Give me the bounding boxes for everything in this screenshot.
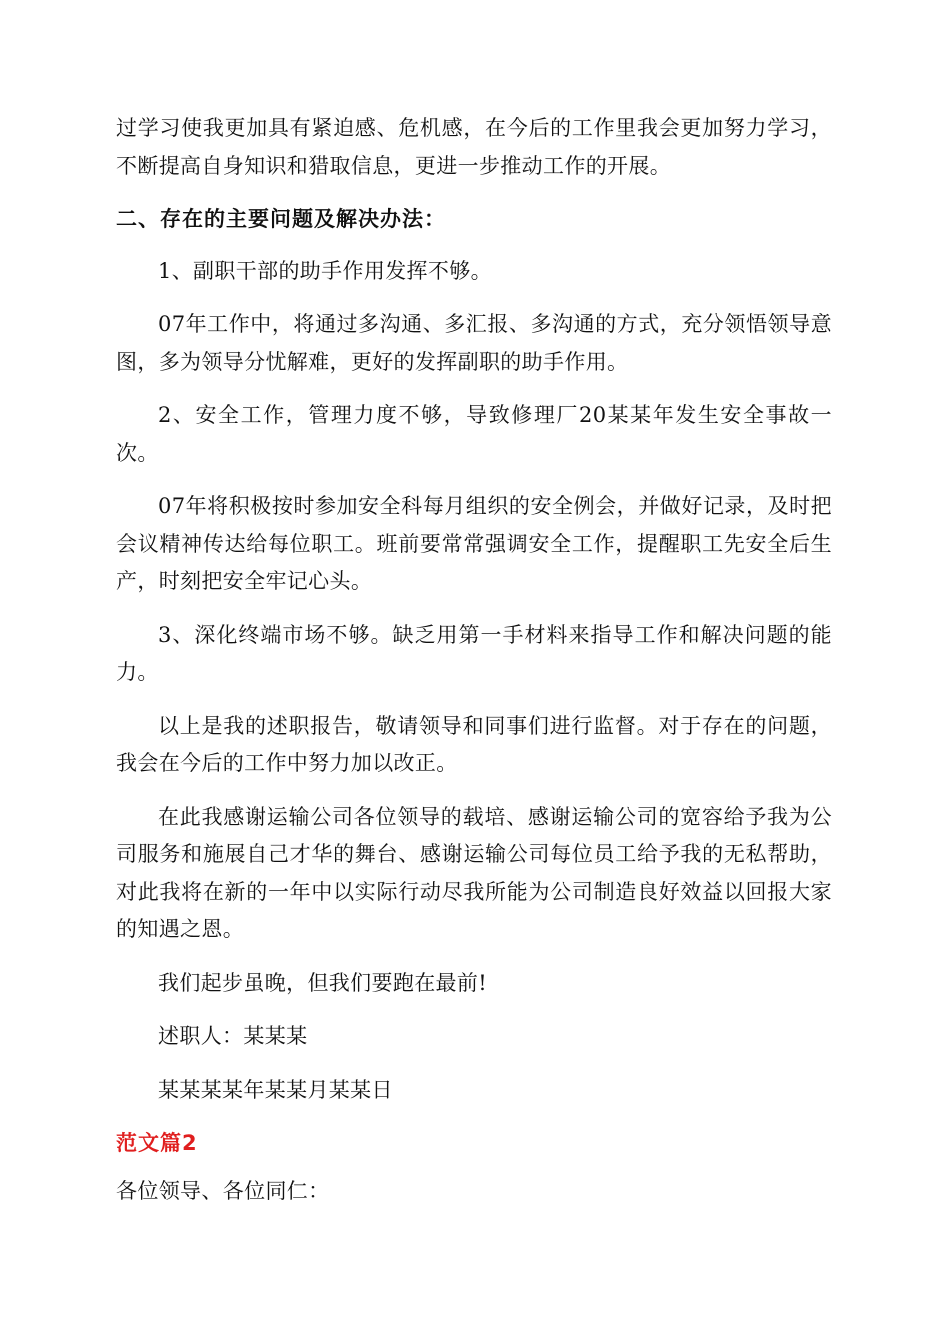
paragraph-solution-1: 07年工作中，将通过多沟通、多汇报、多沟通的方式，充分领悟领导意图，多为领导分忧解难，更好的发挥副职的助手作用。: [116, 312, 832, 374]
paragraph-thanks: 在此我感谢运输公司各位领导的载培、感谢运输公司的宽容给予我为公司服务和施展自己才华的舞台、感谢运输公司每位员工给予我的无私帮助，对此我将在新的一年中以实际行动尽我所能为公司制造良好效益以回报大家的知遇之恩。: [116, 804, 832, 941]
paragraph-item-2: 2、安全工作，管理力度不够，导致修理厂20某某年发生安全事故一次。: [116, 403, 832, 465]
paragraph-continuation: 过学习使我更加具有紧迫感、危机感，在今后的工作里我会更加努力学习，不断提高自身知识和猎取信息，更进一步推动工作的开展。: [116, 116, 832, 178]
date-line: 某某某某年某某月某某日: [158, 1077, 393, 1102]
paragraph-solution-2: 07年将积极按时参加安全科每月组织的安全例会，并做好记录，及时把会议精神传达给每位职工。班前要常常强调安全工作，提醒职工先安全后生产，时刻把安全牢记心头。: [116, 494, 832, 593]
signature-line: 述职人：某某某: [158, 1024, 308, 1048]
greeting-line: 各位领导、各位同仁：: [116, 1178, 330, 1203]
paragraph-item-3: 3、深化终端市场不够。缺乏用第一手材料来指导工作和解决问题的能力。: [116, 622, 832, 684]
paragraph-closing: 以上是我的述职报告，敬请领导和同事们进行监督。对于存在的问题，我会在今后的工作中努力加以改正。: [116, 713, 832, 775]
section-heading-problems: 二、存在的主要问题及解决办法：: [116, 207, 446, 231]
document-body: [116, 110, 832, 1226]
paragraph-motto: 我们起步虽晚，但我们要跑在最前!: [158, 970, 488, 995]
section-title-sample-2: 范文篇2: [116, 1131, 198, 1155]
paragraph-item-1: 1、副职干部的助手作用发挥不够。: [158, 258, 492, 283]
